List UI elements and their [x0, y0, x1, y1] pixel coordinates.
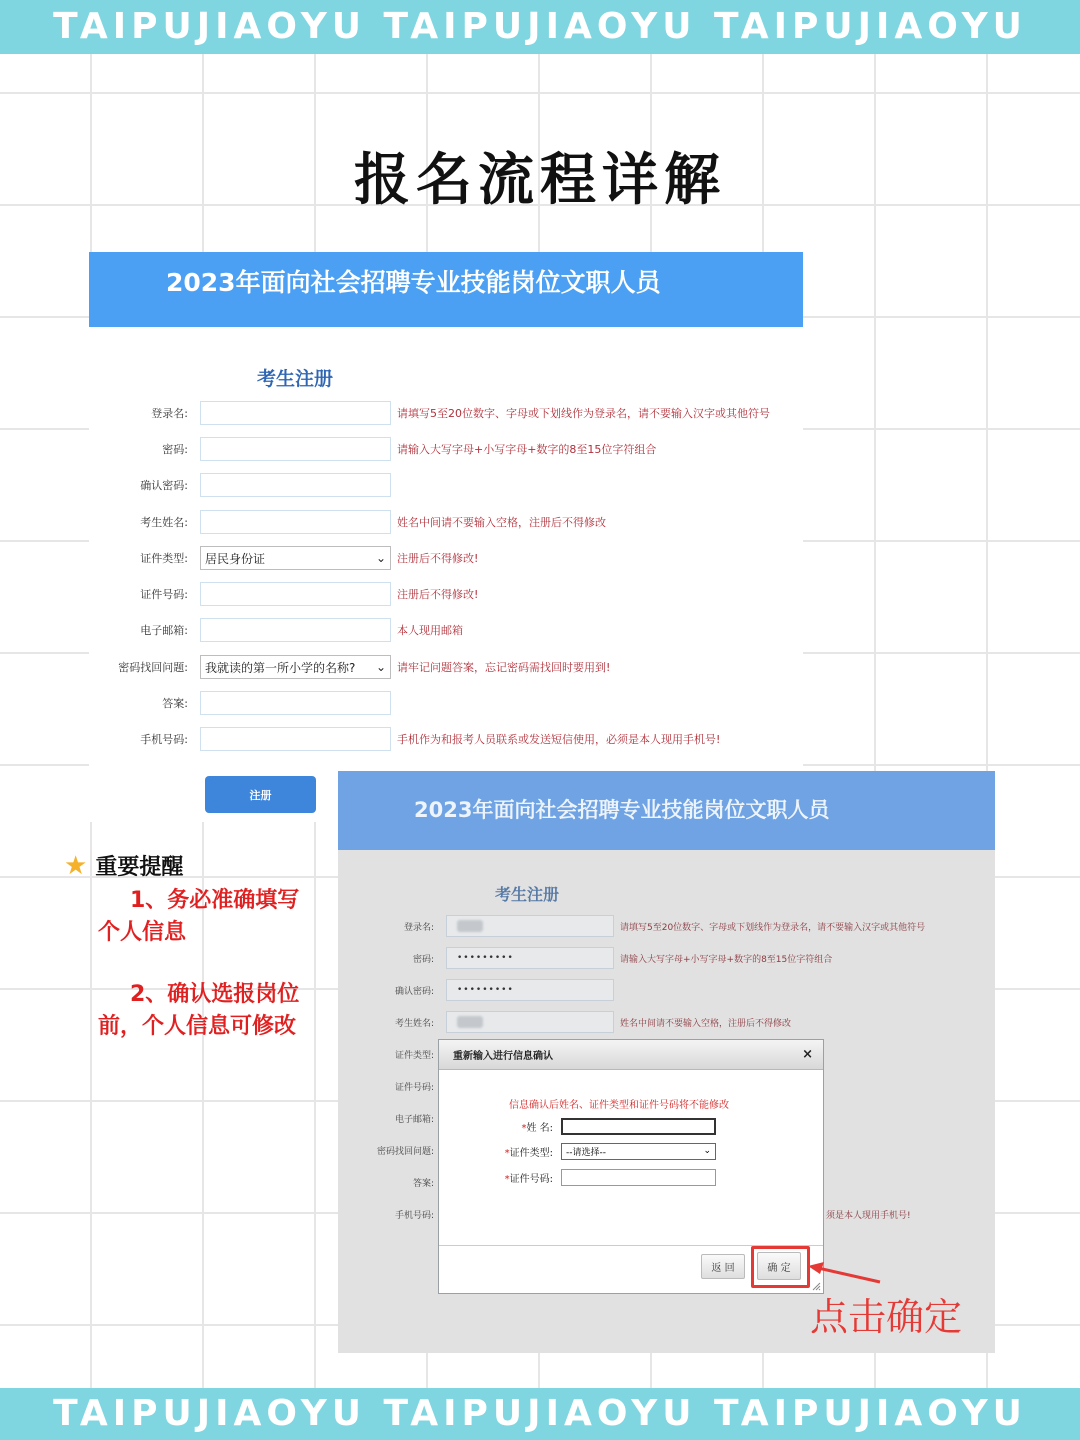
- field-row-email: [338, 1105, 434, 1131]
- chevron-down-icon: ⌄: [375, 551, 386, 565]
- field-hint: 请填写5至20位数字、字母或下划线作为登录名，请不要输入汉字或其他符号: [397, 407, 770, 420]
- back-button[interactable]: 返 回: [701, 1254, 745, 1279]
- phone-input[interactable]: [200, 727, 391, 751]
- reminder-line: 2、确认选报岗位: [130, 982, 300, 1007]
- field-label: 证件类型:: [140, 552, 188, 565]
- password-input[interactable]: [200, 437, 391, 461]
- reminder-item-1: [64, 885, 326, 949]
- dialog-row-idtype: [439, 1142, 716, 1160]
- email-input[interactable]: [200, 618, 391, 642]
- dialog-row-name: [439, 1117, 716, 1135]
- field-hint: 姓名中间请不要输入空格，注册后不得修改: [620, 1018, 792, 1029]
- field-hint: 须是本人现用手机号!: [826, 1210, 911, 1221]
- label-text: 姓 名:: [526, 1122, 553, 1134]
- confirm-button[interactable]: 确 定: [757, 1252, 801, 1280]
- form-title: 考生注册: [257, 368, 334, 390]
- security-question-select[interactable]: [200, 655, 391, 679]
- dialog-header: [439, 1040, 823, 1070]
- field-label: 答案:: [162, 697, 188, 710]
- form-banner: 2023年面向社会招聘专业技能岗位文职人员: [89, 252, 803, 327]
- arrow-icon: [806, 1258, 886, 1288]
- field-row-login: [338, 913, 925, 939]
- field-hint: 手机作为和报考人员联系或发送短信使用，必须是本人现用手机号!: [397, 733, 721, 746]
- required-mark: *: [504, 1147, 510, 1159]
- field-hint: 本人现用邮箱: [397, 624, 463, 637]
- register-button[interactable]: 注册: [205, 776, 316, 813]
- required-mark: *: [504, 1173, 510, 1185]
- password-input[interactable]: •••••••••: [446, 947, 614, 969]
- field-label: 电子邮箱:: [394, 1114, 434, 1125]
- reminder-line: 个人信息: [98, 920, 187, 945]
- select-value: 我就读的第一所小学的名称?: [205, 660, 356, 675]
- field-hint: 请填写5至20位数字、字母或下划线作为登录名，请不要输入汉字或其他符号: [620, 922, 926, 933]
- login-input[interactable]: [200, 401, 391, 425]
- field-row-name: [338, 1009, 791, 1035]
- blurred-value: [457, 920, 483, 932]
- field-label: 答案:: [412, 1178, 434, 1189]
- field-row-idnum: [338, 1073, 434, 1099]
- field-label: 手机号码:: [394, 1210, 434, 1221]
- field-row-confirm: [338, 977, 614, 1003]
- field-row-idtype: [89, 545, 478, 571]
- field-label: 证件号码:: [394, 1082, 434, 1093]
- field-row-idnum: [89, 581, 478, 607]
- reminder-title: 重要提醒: [95, 855, 184, 880]
- dialog-warning: 信息确认后姓名、证件类型和证件号码将不能修改: [509, 1100, 729, 1111]
- field-hint: 请牢记问题答案，忘记密码需找回时要用到!: [397, 661, 611, 674]
- field-hint: 姓名中间请不要输入空格，注册后不得修改: [397, 516, 606, 529]
- star-icon: ★: [64, 850, 88, 881]
- dialog-row-idnum: [439, 1168, 716, 1186]
- field-hint: 请输入大写字母+小写字母+数字的8至15位字符组合: [620, 954, 833, 965]
- blurred-value: [457, 1016, 483, 1028]
- reminder-line: 前，个人信息可修改: [98, 1014, 297, 1039]
- field-row-name: [89, 509, 606, 535]
- label-text: 证件号码:: [509, 1173, 553, 1185]
- field-label: 密码:: [162, 443, 188, 456]
- field-label: 密码:: [412, 954, 434, 965]
- page-title: 报名流程详解: [354, 148, 726, 213]
- chevron-down-icon: ⌄: [703, 1146, 711, 1156]
- field-row-phone: [89, 726, 720, 752]
- select-value: 居民身份证: [205, 551, 266, 566]
- field-hint: 注册后不得修改!: [397, 552, 479, 565]
- field-row-answer: [89, 690, 391, 716]
- field-label: 证件类型:: [394, 1050, 434, 1061]
- registration-screenshot: [89, 252, 803, 822]
- confirmation-screenshot: [338, 771, 995, 1353]
- answer-input[interactable]: [200, 691, 391, 715]
- form-banner: 2023年面向社会招聘专业技能岗位文职人员: [338, 771, 995, 850]
- reminder-item-2: [64, 979, 326, 1043]
- field-row-email: [89, 617, 463, 643]
- dialog-label: [439, 1170, 553, 1185]
- id-type-select[interactable]: [200, 546, 391, 570]
- field-row-confirm: [89, 472, 391, 498]
- field-label: 确认密码:: [394, 986, 434, 997]
- field-label: 证件号码:: [140, 588, 188, 601]
- dialog-label: [439, 1119, 553, 1134]
- confirm-password-input[interactable]: [200, 473, 391, 497]
- field-label: 考生姓名:: [140, 516, 188, 529]
- dialog-title: 重新输入进行信息确认: [453, 1051, 553, 1062]
- login-input[interactable]: [446, 915, 614, 937]
- field-row-question: [89, 654, 610, 680]
- select-value: --请选择--: [566, 1147, 606, 1158]
- field-row-idtype: [338, 1041, 434, 1067]
- important-reminder: [64, 850, 326, 1043]
- label-text: 证件类型:: [509, 1147, 553, 1159]
- field-label: 登录名:: [151, 407, 188, 420]
- field-row-answer: [338, 1169, 434, 1195]
- brand-band-top: TAIPUJIAOYU TAIPUJIAOYU TAIPUJIAOYU: [0, 0, 1080, 54]
- field-label: 确认密码:: [140, 479, 188, 492]
- field-label: 考生姓名:: [394, 1018, 434, 1029]
- field-label: 密码找回问题:: [118, 661, 188, 674]
- chevron-down-icon: ⌄: [375, 660, 386, 674]
- confirm-password-input[interactable]: •••••••••: [446, 979, 614, 1001]
- field-label: 密码找回问题:: [376, 1146, 434, 1157]
- field-row-password: [338, 945, 832, 971]
- field-label: 登录名:: [403, 922, 434, 933]
- name-input[interactable]: [200, 510, 391, 534]
- dialog-id-number-input[interactable]: [561, 1169, 716, 1186]
- reminder-header: [64, 850, 326, 881]
- field-label: 手机号码:: [140, 733, 188, 746]
- form-title: 考生注册: [495, 885, 560, 904]
- confirm-highlight-box: [751, 1246, 810, 1288]
- field-hint: 注册后不得修改!: [397, 588, 479, 601]
- reminder-line: 1、务必准确填写: [130, 888, 300, 913]
- name-input[interactable]: [446, 1011, 614, 1033]
- required-mark: *: [521, 1122, 527, 1134]
- dialog-id-type-select[interactable]: [561, 1143, 716, 1160]
- field-row-question: [338, 1137, 434, 1163]
- dialog-label: [439, 1144, 553, 1159]
- dialog-name-input[interactable]: [561, 1118, 716, 1135]
- close-icon[interactable]: ×: [802, 1047, 813, 1062]
- field-label: 电子邮箱:: [140, 624, 188, 637]
- field-hint: 请输入大写字母+小写字母+数字的8至15位字符组合: [397, 443, 657, 456]
- field-row-password: [89, 436, 656, 462]
- click-confirm-annotation: 点击确定: [810, 1295, 963, 1339]
- brand-band-bottom: TAIPUJIAOYU TAIPUJIAOYU TAIPUJIAOYU: [0, 1388, 1080, 1440]
- field-row-login: [89, 400, 770, 426]
- id-number-input[interactable]: [200, 582, 391, 606]
